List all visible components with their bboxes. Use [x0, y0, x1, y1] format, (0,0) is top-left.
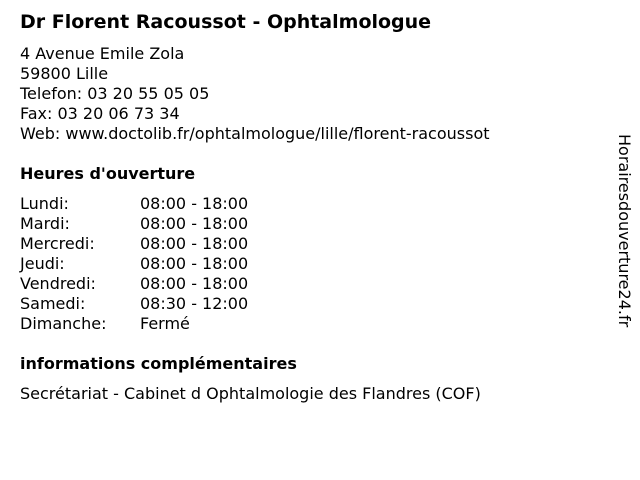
- hours-row-saturday: [20, 294, 248, 314]
- day-label: Lundi:: [20, 194, 69, 213]
- additional-info-heading: informations complémentaires: [20, 354, 297, 373]
- time-value: 08:00 - 18:00: [140, 234, 249, 253]
- hours-row-friday: [20, 274, 248, 294]
- day-label: Mardi:: [20, 214, 70, 233]
- time-value: 08:00 - 18:00: [140, 214, 249, 233]
- day-label: Dimanche:: [20, 314, 107, 333]
- phone-number: Telefon: 03 20 55 05 05: [20, 84, 210, 103]
- website-link: Web: www.doctolib.fr/ophtalmologue/lille/florent-racoussot: [20, 124, 490, 143]
- hours-row-wednesday: [20, 234, 248, 254]
- time-value: 08:00 - 18:00: [140, 194, 249, 213]
- hours-row-tuesday: [20, 214, 248, 234]
- time-value: 08:00 - 18:00: [140, 274, 249, 293]
- hours-row-thursday: [20, 254, 248, 274]
- fax-number: Fax: 03 20 06 73 34: [20, 104, 180, 123]
- address-street: 4 Avenue Emile Zola: [20, 44, 185, 63]
- opening-hours-heading: Heures d'ouverture: [20, 164, 196, 183]
- time-value: 08:30 - 12:00: [140, 294, 249, 313]
- additional-info-text: Secrétariat - Cabinet d Ophtalmologie des Flandres (COF): [20, 384, 481, 403]
- hours-row-sunday: [20, 314, 248, 334]
- time-value: 08:00 - 18:00: [140, 254, 249, 273]
- hours-row-monday: [20, 194, 248, 214]
- contact-block: [20, 44, 490, 144]
- opening-hours-table: [20, 194, 248, 334]
- time-value: Fermé: [140, 314, 190, 333]
- day-label: Jeudi:: [20, 254, 65, 273]
- address-city: 59800 Lille: [20, 64, 109, 83]
- day-label: Mercredi:: [20, 234, 95, 253]
- day-label: Samedi:: [20, 294, 86, 313]
- site-watermark: Horairesdouverture24.fr: [615, 134, 634, 328]
- day-label: Vendredi:: [20, 274, 96, 293]
- page-title: Dr Florent Racoussot - Ophtalmologue: [20, 11, 432, 33]
